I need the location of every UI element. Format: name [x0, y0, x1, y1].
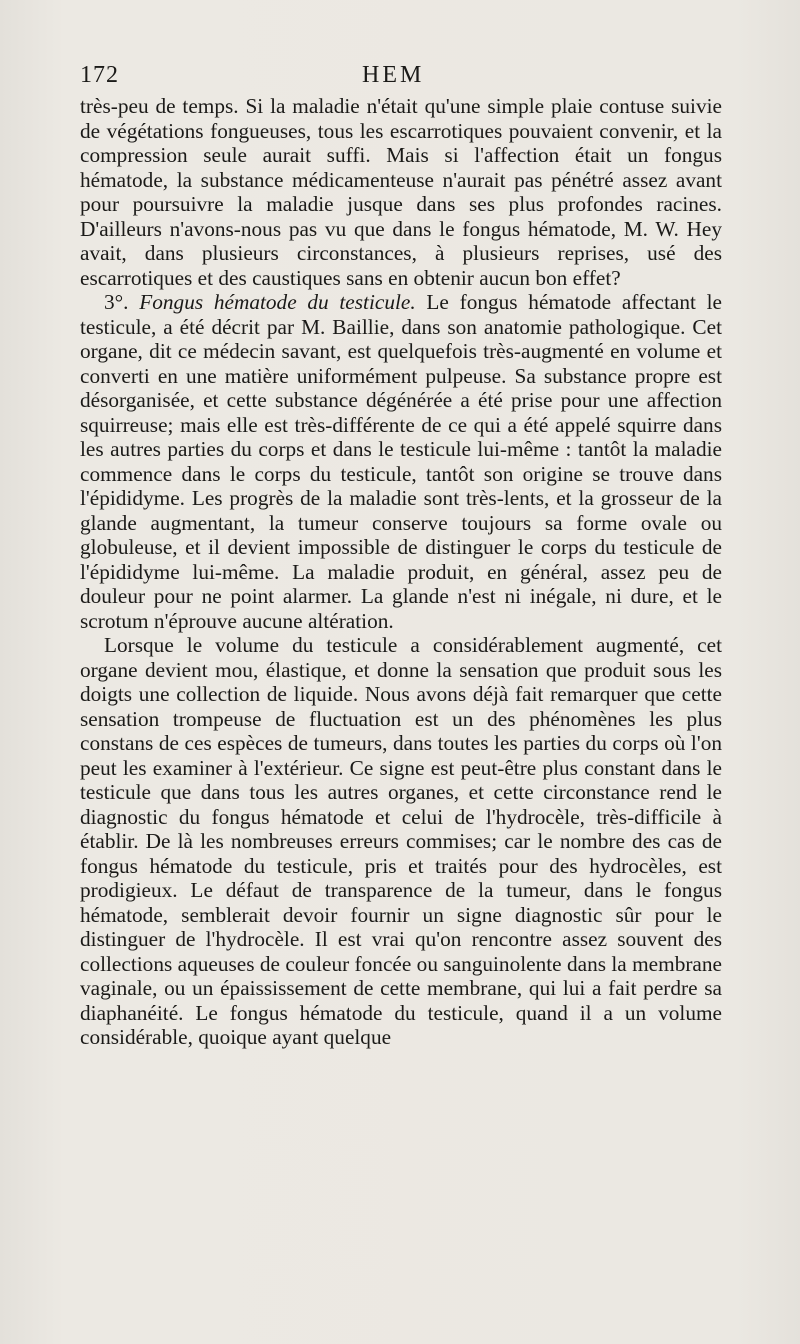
running-head: HEM	[362, 62, 425, 88]
page-number: 172	[80, 62, 119, 88]
body-text	[80, 94, 722, 1050]
section-heading: Fongus hématode du testicule.	[139, 290, 416, 314]
section-number: 3°.	[104, 290, 129, 314]
page-header	[80, 62, 722, 94]
paragraph-2-text: Le fongus hématode affectant le testicule, a été décrit par M. Baillie, dans son anatomie pathologique. Cet organe, dit ce médecin savant, est quelquefois très-augmenté en volume et converti en une matière uniformément pulpeuse. Sa substance propre est désorganisée, et cette substance dégénérée a été prise pour une affection squirreuse; mais elle est très-différente de ce qui a été appelé squirre dans les autres parties du corps et dans le testicule lui-même : tantôt la maladie commence dans le corps du testicule, tantôt son origine se trouve dans l'épididyme. Les progrès de la maladie sont très-lents, et la grosseur de la glande augmentant, la tumeur conserve toujours sa forme ovale ou globuleuse, et il devient impossible de distinguer le corps du testicule de l'épididyme lui-même. La maladie produit, en général, assez peu de douleur pour ne point alarmer. La glande n'est ni inégale, ni dure, et le scrotum n'éprouve aucune altération.	[80, 290, 723, 633]
paragraph-2	[80, 290, 722, 633]
paragraph-1: très-peu de temps. Si la maladie n'était qu'une simple plaie contuse suivie de végétations fongueuses, tous les escarrotiques pouvaient convenir, et la compression seule aurait suffi. Mais si l'affection était un fongus hématode, la substance médicamenteuse n'aurait pas pénétré assez avant pour poursuivre la maladie jusque dans ses plus profondes racines. D'ailleurs n'avons-nous pas vu que dans le fongus hématode, M. W. Hey avait, dans plusieurs circonstances, à plusieurs reprises, usé des escarrotiques et des caustiques sans en obtenir aucun bon effet?	[80, 94, 722, 290]
paragraph-3: Lorsque le volume du testicule a considérablement augmenté, cet organe devient mou, élastique, et donne la sensation que produit sous les doigts une collection de liquide. Nous avons déjà fait remarquer que cette sensation trompeuse de fluctuation est un des phénomènes les plus constans de ces espèces de tumeurs, dans toutes les parties du corps où l'on peut les examiner à l'extérieur. Ce signe est peut-être plus constant dans le testicule que dans tous les autres organes, et cette circonstance rend le diagnostic du fongus hématode et celui de l'hydrocèle, très-difficile à établir. De là les nombreuses erreurs commises; car le nombre des cas de fongus hématode du testicule, pris et traités pour des hydrocèles, est prodigieux. Le défaut de transparence de la tumeur, dans le fongus hématode, semblerait devoir fournir un signe diagnostic sûr pour le distinguer de l'hydrocèle. Il est vrai qu'on rencontre assez souvent des collections aqueuses de couleur foncée ou sanguinolente dans la membrane vaginale, ou un épaississement de cette membrane, qui lui a fait perdre sa diaphanéité. Le fongus hématode du testicule, quand il a un volume considérable, quoique ayant quelque	[80, 633, 722, 1049]
